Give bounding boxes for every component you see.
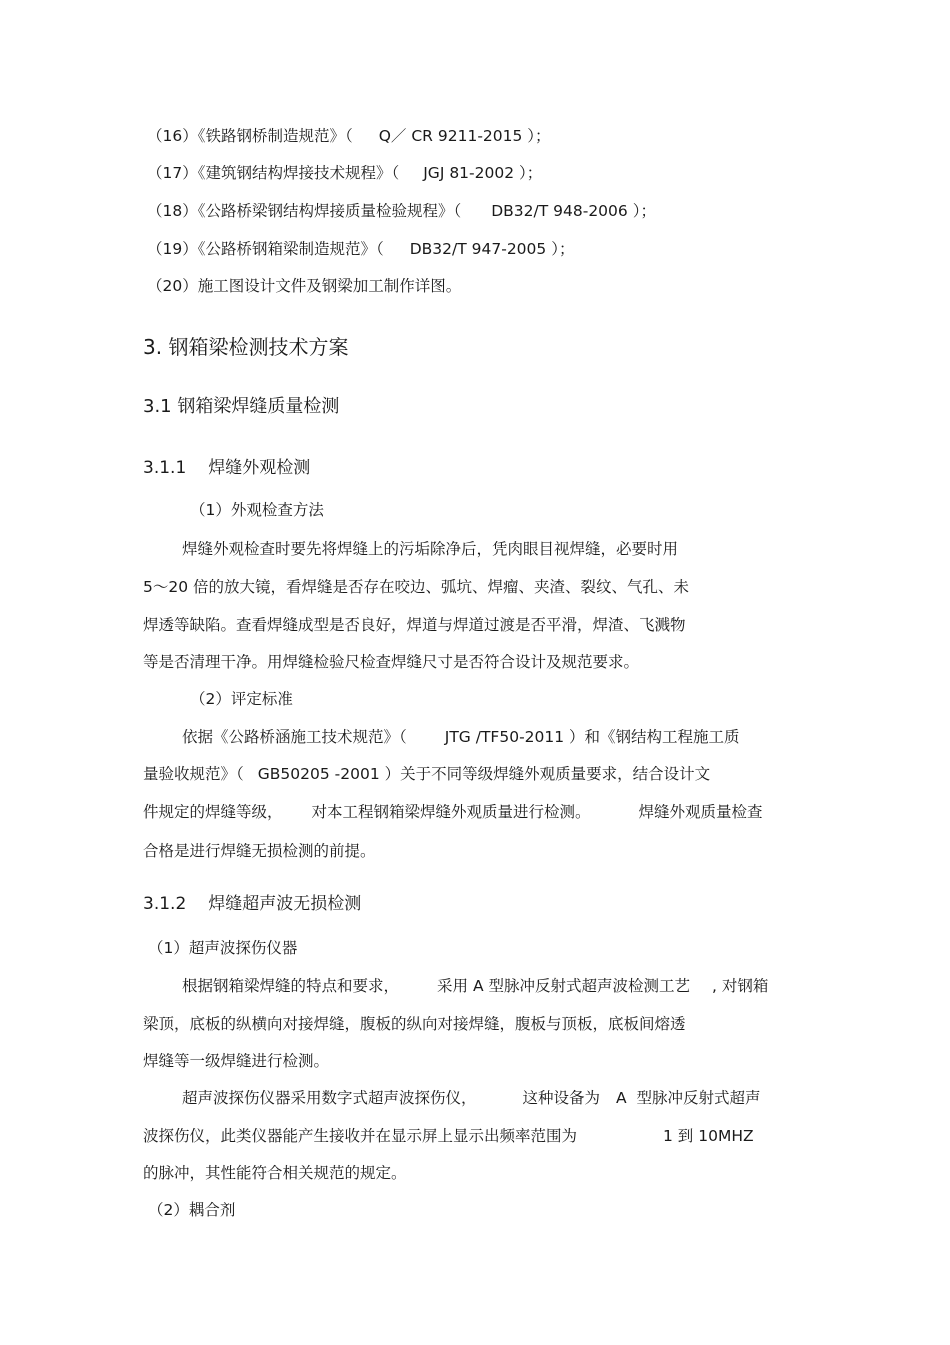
subheading-evaluation-standard: （2）评定标准 — [190, 690, 293, 708]
reference-19-code: DB32/T 947-2005 ）； — [409, 240, 575, 258]
reference-18-title: （18）《公路桥梁钢结构焊接质量检验规程》（ — [147, 202, 462, 220]
text-run: 波探伤仪，此类仪器能产生接收并在显示屏上显示出频率范围为 — [143, 1127, 578, 1145]
paragraph-line — [182, 1088, 761, 1108]
paragraph-line: 合格是进行焊缝无损检测的前提。 — [143, 842, 376, 860]
text-run: 采用 A 型脉冲反射式超声波检测工艺 — [437, 977, 690, 995]
text-run: JTG /TF50-2011 ）和《钢结构工程施工质 — [444, 728, 740, 746]
text-run: GB50205 -2001 ）关于不同等级焊缝外观质量要求，结合设计文 — [257, 765, 711, 783]
text-run: 件规定的焊缝等级， — [143, 803, 283, 821]
paragraph-line: 5～20 倍的放大镜，看焊缝是否存在咬边、弧坑、焊瘤、夹渣、裂纹、气孔、未 — [143, 578, 690, 596]
text-run: 量验收规范》（ — [143, 765, 244, 783]
reference-17 — [147, 163, 542, 183]
text-run: 1 到 10MHZ — [663, 1127, 754, 1145]
subheading-ultrasonic-instrument: （1）超声波探伤仪器 — [148, 939, 298, 957]
reference-20 — [147, 276, 461, 296]
text-run: , 对钢箱 — [711, 977, 769, 995]
paragraph-line — [143, 764, 710, 784]
paragraph-line: 焊缝等一级焊缝进行检测。 — [143, 1052, 330, 1070]
paragraph-line: 的脉冲，其性能符合相关规范的规定。 — [143, 1164, 407, 1182]
reference-17-code: JGJ 81-2002 ）； — [423, 164, 543, 182]
reference-16 — [147, 126, 551, 146]
paragraph-line — [143, 1126, 754, 1146]
paragraph-line — [143, 802, 763, 822]
text-run: 根据钢箱梁焊缝的特点和要求， — [182, 977, 400, 995]
text-run: 这种设备为 — [522, 1089, 601, 1107]
paragraph-line: 梁顶，底板的纵横向对接焊缝，腹板的纵向对接焊缝，腹板与顶板，底板间熔透 — [143, 1015, 686, 1033]
paragraph-line: 焊缝外观检查时要先将焊缝上的污垢除净后，凭肉眼目视焊缝，必要时用 — [182, 540, 679, 558]
heading-title: 焊缝外观检测 — [208, 458, 311, 478]
reference-18-code: DB32/T 948-2006 ）； — [491, 202, 656, 220]
reference-16-title: （16）《铁路钢桥制造规范》（ — [147, 127, 353, 145]
reference-19-title: （19）《公路桥钢箱梁制造规范》（ — [147, 240, 384, 258]
text-run: 依据《公路桥涵施工技术规范》（ — [182, 728, 407, 746]
reference-16-code: Q／ CR 9211-2015 ）； — [378, 127, 551, 145]
text-run: 焊缝外观质量检查 — [638, 803, 763, 821]
reference-18 — [147, 201, 656, 221]
reference-17-title: （17）《建筑钢结构焊接技术规程》（ — [147, 164, 400, 182]
heading-section-3-1: 3.1 钢箱梁焊缝质量检测 — [143, 396, 340, 417]
heading-number: 3.1.1 — [143, 458, 187, 478]
heading-section-3-1-2 — [143, 893, 361, 915]
paragraph-line: 焊透等缺陷。查看焊缝成型是否良好，焊道与焊道过渡是否平滑，焊渣、飞溅物 — [143, 616, 686, 634]
text-run: 超声波探伤仪器采用数字式超声波探伤仪， — [182, 1089, 477, 1107]
subheading-appearance-method: （1）外观检查方法 — [190, 501, 324, 519]
paragraph-line — [182, 976, 768, 996]
paragraph-line: 等是否清理干净。用焊缝检验尺检查焊缝尺寸是否符合设计及规范要求。 — [143, 653, 640, 671]
subheading-couplant: （2）耦合剂 — [148, 1201, 236, 1219]
reference-19 — [147, 239, 574, 259]
reference-20-title: （20）施工图设计文件及钢梁加工制作详图。 — [147, 277, 462, 295]
text-run: A 型脉冲反射式超声 — [616, 1089, 761, 1107]
paragraph-line — [182, 727, 740, 747]
text-run: 对本工程钢箱梁焊缝外观质量进行检测。 — [311, 803, 591, 821]
heading-number: 3.1.2 — [143, 894, 187, 914]
heading-title: 焊缝超声波无损检测 — [208, 894, 362, 914]
heading-section-3: 3. 钢箱梁检测技术方案 — [143, 335, 349, 359]
heading-section-3-1-1 — [143, 457, 310, 479]
